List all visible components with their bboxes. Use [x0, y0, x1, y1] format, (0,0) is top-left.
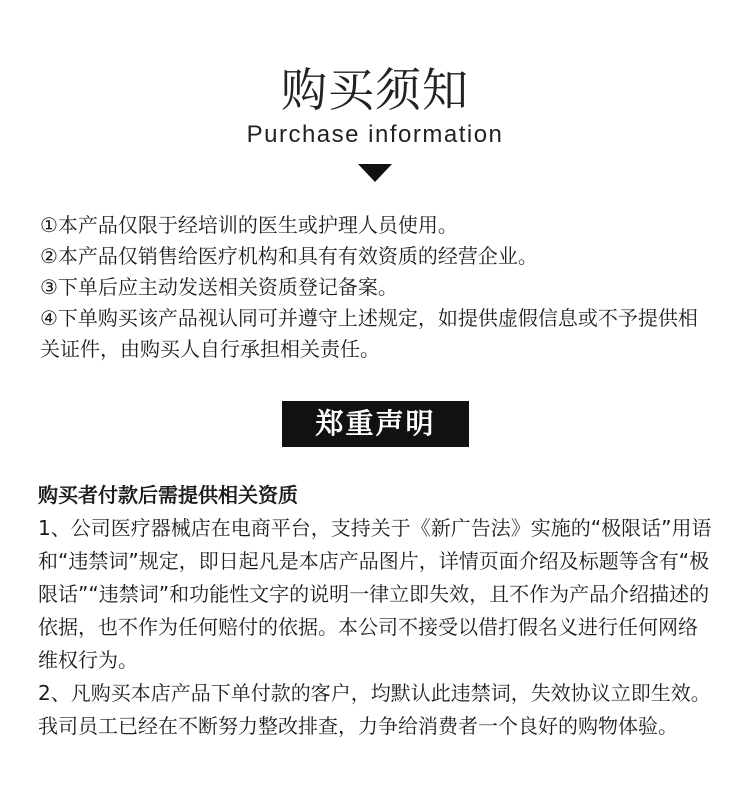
statement-paragraph: 1、公司医疗器械店在电商平台，支持关于《新广告法》实施的“极限话”用语和“违禁词”规定，即日起凡是本店产品图片，详情页面介绍及标题等含有“极限话”“违禁词”和功能性文字的说明一律立即失效，且不作为产品介绍描述的依据，也不作为任何赔付的依据。本公司不接受以借打假名义进行任何网络维权行为。 — [38, 516, 712, 672]
statement-heading: 购买者付款后需提供相关资质 — [38, 483, 298, 507]
notice-item: ④下单购买该产品视认同可并遵守上述规定，如提供虚假信息或不予提供相关证件，由购买人自行承担相关责任。 — [40, 306, 698, 361]
notice-item: ②本产品仅销售给医疗机构和具有有效资质的经营企业。 — [40, 244, 538, 268]
purchase-notice-list — [40, 210, 712, 365]
down-triangle-icon — [358, 164, 392, 182]
notice-item: ①本产品仅限于经培训的医生或护理人员使用。 — [40, 213, 458, 237]
page-title: 购买须知 — [281, 63, 469, 117]
page-subtitle: Purchase information — [246, 121, 504, 148]
notice-item: ③下单后应主动发送相关资质登记备案。 — [40, 275, 398, 299]
statement-body — [38, 479, 712, 743]
statement-paragraph: 2、凡购买本店产品下单付款的客户，均默认此违禁词，失效协议立即生效。我司员工已经在不断努力整改排查，力争给消费者一个良好的购物体验。 — [38, 681, 711, 738]
statement-badge: 郑重声明 — [282, 401, 469, 447]
